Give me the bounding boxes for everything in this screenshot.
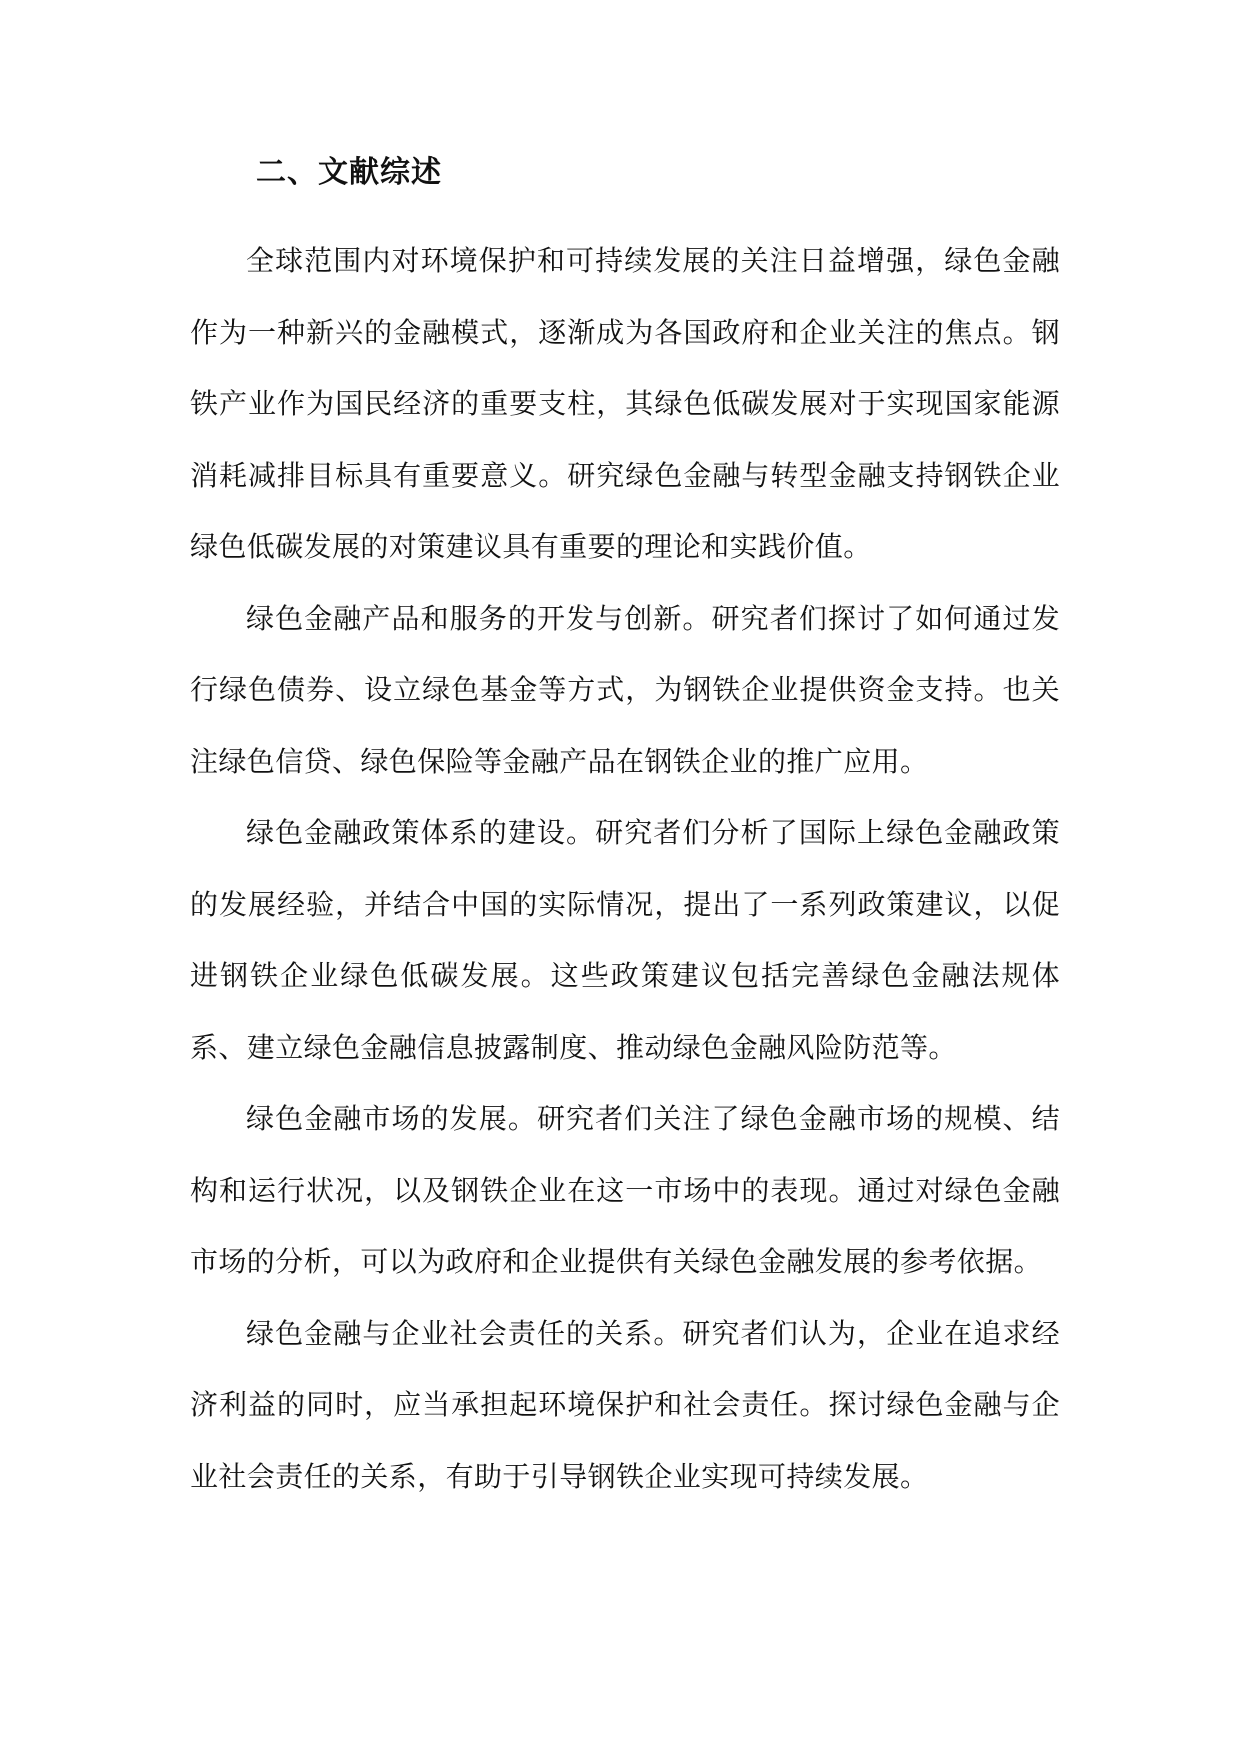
paragraph-3: 绿色金融政策体系的建设。研究者们分析了国际上绿色金融政策的发展经验，并结合中国的实际情况，提出了一系列政策建议，以促进钢铁企业绿色低碳发展。这些政策建议包括完善绿色金融法规体系、建立绿色金融信息披露制度、推动绿色金融风险防范等。 bbox=[190, 816, 1060, 1064]
paragraph-2: 绿色金融产品和服务的开发与创新。研究者们探讨了如何通过发行绿色债券、设立绿色基金等方式，为钢铁企业提供资金支持。也关注绿色信贷、绿色保险等金融产品在钢铁企业的推广应用。 bbox=[190, 601, 1060, 778]
paragraph-5: 绿色金融与企业社会责任的关系。研究者们认为，企业在追求经济利益的同时，应当承担起环境保护和社会责任。探讨绿色金融与企业社会责任的关系，有助于引导钢铁企业实现可持续发展。 bbox=[190, 1316, 1060, 1493]
paragraph-1: 全球范围内对环境保护和可持续发展的关注日益增强，绿色金融作为一种新兴的金融模式，逐渐成为各国政府和企业关注的焦点。钢铁产业作为国民经济的重要支柱，其绿色低碳发展对于实现国家能源消耗减排目标具有重要意义。研究绿色金融与转型金融支持钢铁企业绿色低碳发展的对策建议具有重要的理论和实践价值。 bbox=[190, 244, 1060, 563]
paragraph-4: 绿色金融市场的发展。研究者们关注了绿色金融市场的规模、结构和运行状况，以及钢铁企业在这一市场中的表现。通过对绿色金融市场的分析，可以为政府和企业提供有关绿色金融发展的参考依据。 bbox=[190, 1102, 1060, 1278]
section-heading: 二、文献综述 bbox=[256, 155, 442, 190]
body-text bbox=[190, 225, 1060, 1512]
